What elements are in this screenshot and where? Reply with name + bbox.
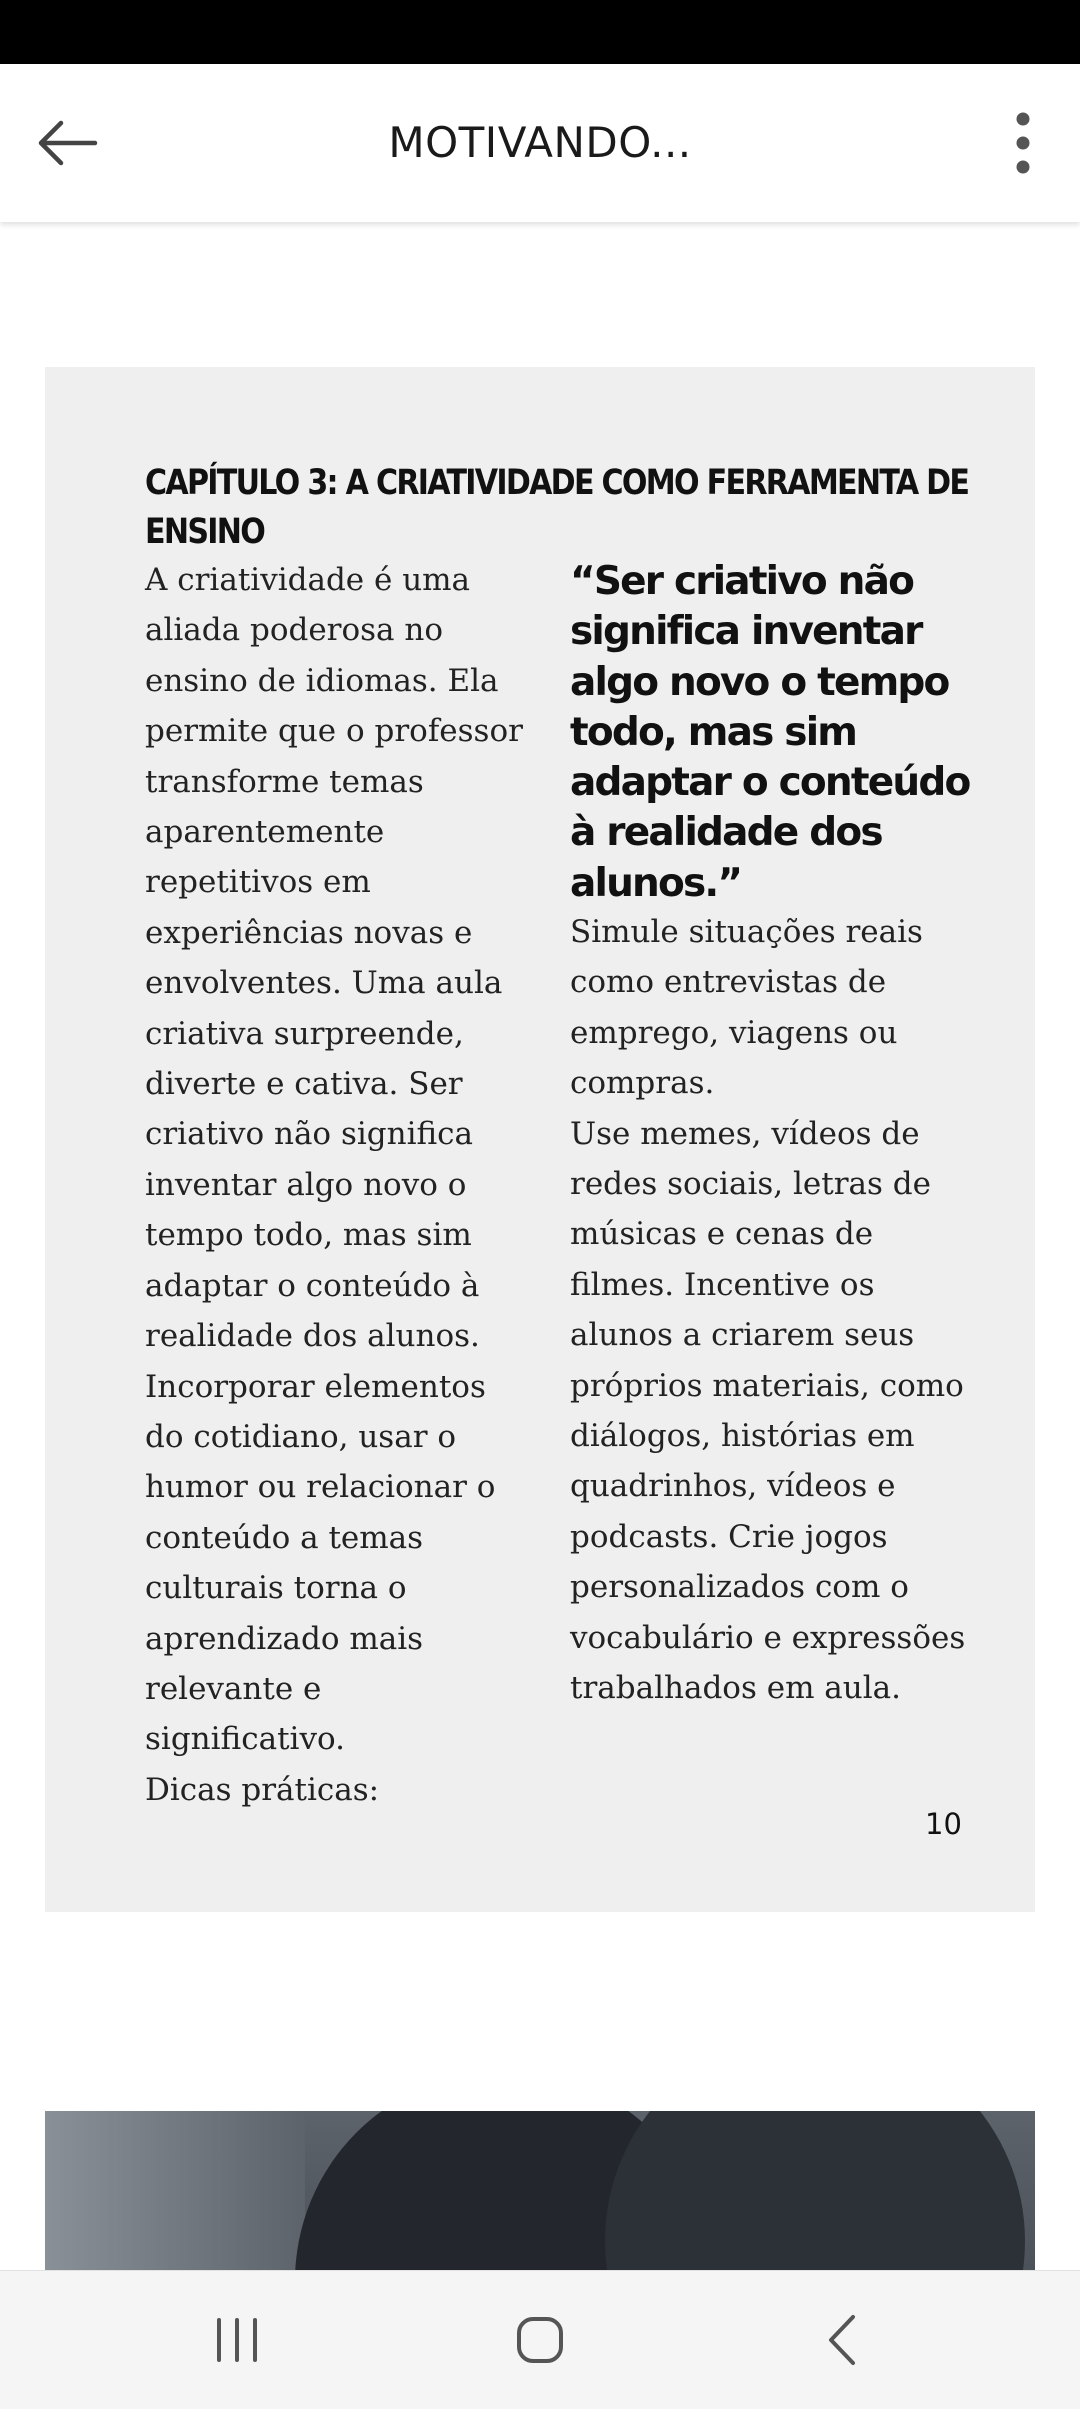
document-viewer[interactable]: [0, 222, 1080, 2270]
recents-icon: [213, 2318, 261, 2362]
system-back-button[interactable]: [787, 2295, 897, 2385]
more-vertical-icon: [1013, 111, 1033, 175]
chapter-title: CAPÍTULO 3: A CRIATIVIDADE COMO FERRAMENTA DE ENSINO: [145, 463, 969, 552]
recents-button[interactable]: [182, 2295, 292, 2385]
arrow-left-icon: [35, 118, 99, 168]
document-page: [45, 367, 1035, 1912]
photo-background: [45, 2111, 305, 2270]
back-button[interactable]: [22, 98, 112, 188]
photo-shape: [605, 2111, 1025, 2270]
document-title: MOTIVANDO...: [388, 118, 692, 167]
pull-quote: “Ser criativo não significa inventar algo novo o tempo todo, mas sim adaptar o conteúdo à realidade dos alunos.”: [570, 559, 970, 906]
page-number: 10: [925, 1807, 962, 1841]
more-options-button[interactable]: [988, 98, 1058, 188]
right-column-text: Simule situações reais como entrevistas de emprego, viagens ou compras. Use memes, vídeos de redes sociais, letras de músicas e cenas de filmes. Incentive os alunos a criarem seus próprios materiais, como diálogos, histórias em quadrinhos, vídeos e podcasts. Crie jogos personalizados com o vocabulário e expressões trabalhados em aula.: [570, 914, 966, 1707]
chevron-left-icon: [825, 2313, 859, 2367]
next-page-photo: [45, 2111, 1035, 2270]
home-icon: [515, 2315, 565, 2365]
status-bar: [0, 0, 1080, 64]
left-column-text: A criatividade é uma aliada poderosa no ensino de idiomas. Ela permite que o professor transforme temas aparentemente repetitivos em experiências novas e envolventes. Uma aula criativa surpreende, diverte e cativa. Ser criativo não significa inventar algo novo o tempo todo, mas sim adaptar o conteúdo à realidade dos alunos. Incorporar elementos do cotidiano, usar o humor ou relacionar o conteúdo a temas culturais torna o aprendizado mais relevante e significativo. Dicas práticas:: [145, 562, 523, 1808]
home-button[interactable]: [485, 2295, 595, 2385]
system-navigation-bar: [0, 2270, 1080, 2409]
app-bar: [0, 64, 1080, 222]
